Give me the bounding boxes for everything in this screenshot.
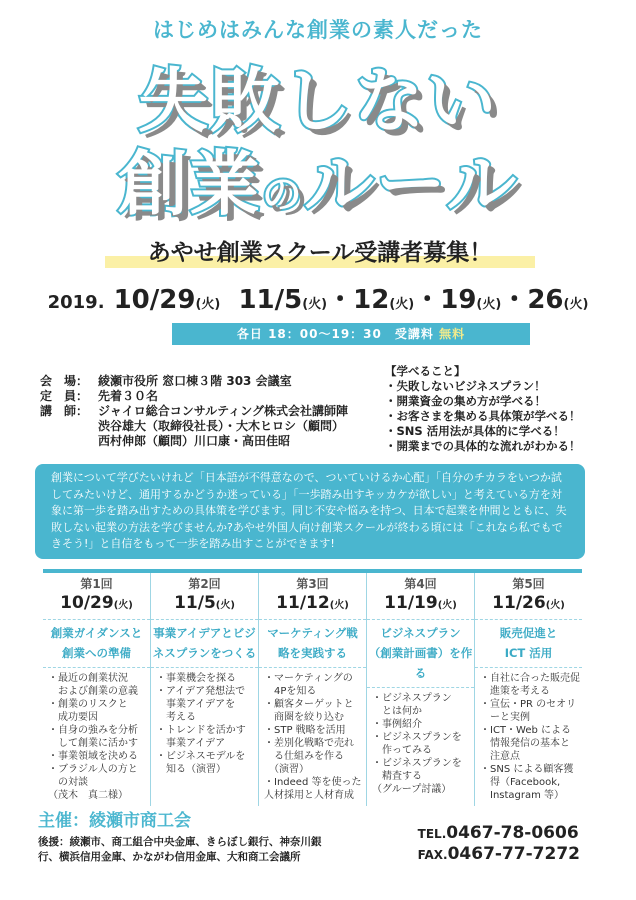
tel — [418, 823, 580, 844]
session-column — [259, 573, 367, 806]
session-item: ・ビジネスプランを 作ってみる — [372, 731, 462, 756]
date: 19 — [440, 285, 477, 315]
session-item: ・事業機会を探る — [156, 672, 236, 684]
session-number: 第1回 — [80, 576, 113, 591]
tel-label: TEL. — [417, 826, 447, 841]
date: 11/5 — [238, 285, 303, 315]
session-column — [475, 573, 582, 806]
title-line: （創業計画書）を作る — [368, 645, 473, 680]
date: 11/5 — [174, 592, 216, 613]
learning-points — [385, 364, 585, 454]
lecturer: 西村伸郎（顧問）川口康・高田佳昭 — [98, 434, 291, 448]
session-items — [367, 688, 474, 800]
event-info — [35, 364, 375, 454]
session-item: ・マーケティングの 4Pを知る — [264, 672, 353, 697]
weekday: (火) — [437, 599, 457, 611]
date: 11/19 — [384, 592, 438, 613]
lecturer: 渋谷雄大（取締役社長）・大木ヒロシ（顧問） — [98, 419, 345, 433]
learning-item: ・お客さまを集める具体策が学べる！ — [385, 409, 581, 423]
lecturer-label: 講 師： — [40, 404, 89, 418]
session-item: ・宣伝・PR のセオリ ーと実例 — [480, 698, 577, 723]
intro-box: 創業について学びたいけれど「日本語が不得意なので、ついていけるか心配」「自分のチカラをいつか試してみたいけど、通用するかどうか迷っている」「一歩踏み出すキッカケが欲しい」と考えている方を対象に第一歩を踏み出すための具体策を学びます。同じ不安や悩みを持つ、日本で起業を仲間とともに、失敗しない起業の方法を学びませんか?あやせ外国人向け創業スクールが終わる頃には「これなら私でもできそう!」と自信をもって一歩を踏み出すことができます! — [35, 464, 585, 559]
footer-left — [38, 810, 338, 865]
lecturer: ジャイロ総合コンサルティング株式会社講師陣 — [98, 404, 348, 418]
weekday: (火) — [545, 599, 565, 611]
title-line: ICT 活用 — [504, 645, 553, 660]
session-item: ・Indeed 等を使った 人材採用と人材育成 — [264, 776, 362, 801]
session-item: ・最近の創業状況 および創業の意義 — [48, 672, 138, 697]
separator: ・ — [414, 285, 441, 315]
weekday: (火) — [215, 599, 235, 611]
session-items — [259, 668, 366, 806]
weekday: (火) — [563, 297, 589, 312]
separator: ・ — [501, 285, 528, 315]
session-column — [367, 573, 475, 806]
date: 12 — [353, 285, 390, 315]
title-line: 販売促進と — [499, 625, 558, 640]
title-word: ルール — [303, 143, 519, 225]
session-item: ・事例紹介 — [372, 718, 422, 730]
session-title — [475, 620, 582, 668]
lower-content — [35, 364, 585, 865]
session-item: ・顧客ターゲットと 商圏を絞り込む — [264, 698, 354, 723]
title-line: 略を実践する — [278, 645, 347, 660]
session-item: ・ビジネスプラン とは何か — [372, 692, 452, 717]
fax-label: FAX. — [417, 847, 448, 862]
session-column — [151, 573, 259, 806]
session-items — [43, 668, 150, 806]
subtitle: はじめはみんな創業の素人だった — [153, 18, 483, 42]
session-date — [259, 592, 366, 620]
date: 10/29 — [113, 285, 196, 315]
session-item: ・事業領域を決める — [48, 750, 138, 762]
session-item: ・アイデア発想法で 事業アイデアを 考える — [156, 685, 246, 723]
weekday: (火) — [195, 297, 221, 312]
session-date — [151, 592, 258, 620]
date: 26 — [527, 285, 564, 315]
session-item: ・自身の強みを分析 して創業に活かす — [48, 724, 138, 749]
venue-label: 会 場： — [40, 374, 89, 388]
session-item: ・SNS による顧客獲 得（Facebook, Instagram 等） — [480, 763, 574, 801]
fax — [418, 844, 580, 865]
title-line: 創業ガイダンスと — [50, 625, 143, 640]
learning-item: ・失敗しないビジネスプラン！ — [385, 379, 546, 393]
recruit-banner: あやせ創業スクール受講者募集！ — [105, 238, 535, 268]
tel-number: 0467-78-0606 — [446, 822, 579, 843]
learning-item: ・SNS 活用法が具体的に学べる！ — [385, 424, 565, 438]
info-row — [35, 364, 585, 454]
session-number: 第4回 — [404, 576, 437, 591]
fee-free: 無料 — [439, 327, 466, 341]
title-line: 事業アイデアとビジ — [153, 625, 256, 640]
separator: ・ — [327, 285, 354, 315]
fax-number: 0467-77-7272 — [447, 843, 580, 864]
session-title — [151, 620, 258, 668]
session-item: ・STP 戦略を活用 — [264, 724, 346, 736]
venue: 綾瀬市役所 窓口棟３階 303 会議室 — [98, 374, 292, 388]
learning-item: ・開業までの具体的な流れがわかる！ — [385, 439, 581, 453]
schedule-dates — [0, 283, 636, 322]
weekday: (火) — [113, 599, 133, 611]
date: 11/26 — [492, 592, 546, 613]
time-text: 各日 18：00〜19：30 受講料 — [236, 327, 434, 341]
main-title-line2 — [0, 145, 636, 223]
session-date — [43, 592, 150, 620]
session-item: ・ICT・Web による 情報発信の基本と 注意点 — [480, 724, 572, 762]
session-item: ・差別化戦略で売れ る仕組みを作る （演習） — [264, 737, 354, 775]
session-item: ・ビジネスモデルを 知る（演習） — [156, 750, 246, 775]
session-number: 第2回 — [188, 576, 221, 591]
title-word: 創業 — [117, 143, 262, 225]
session-title — [367, 620, 474, 688]
session-number: 第3回 — [296, 576, 329, 591]
weekday: (火) — [329, 599, 349, 611]
session-number: 第5回 — [512, 576, 545, 591]
supporters: 後援：綾瀬市、商工組合中央金庫、きらぼし銀行、神奈川銀行、横浜信用金庫、かながわ信用金庫、大和商工会議所 — [38, 835, 322, 863]
contact — [418, 823, 580, 865]
session-column — [43, 573, 151, 806]
date: 10/29 — [60, 592, 114, 613]
title-line: ビジネスプラン — [380, 625, 461, 640]
session-title — [43, 620, 150, 668]
session-item: ・自社に合った販売促 進策を考える — [480, 672, 580, 697]
capacity: 先着３０名 — [98, 389, 159, 403]
session-item: ・ビジネスプランを 精査する （グループ討議） — [372, 757, 462, 795]
session-items — [151, 668, 258, 780]
time-fee-bar — [172, 323, 530, 345]
title-line: ネスプランをつくる — [152, 645, 257, 660]
weekday: (火) — [476, 297, 502, 312]
session-item: ・トレンドを活かす 事業アイデア — [156, 724, 246, 749]
weekday: (火) — [302, 297, 328, 312]
capacity-label: 定 員： — [40, 389, 89, 403]
organizer: 主催：綾瀬市商工会 — [38, 810, 191, 831]
session-date — [475, 592, 582, 620]
footer — [35, 810, 585, 865]
year: 2019. — [47, 292, 105, 313]
session-table — [43, 569, 582, 806]
main-title-line1: 失敗しない — [138, 60, 498, 142]
session-date — [367, 592, 474, 620]
session-items — [475, 668, 582, 806]
date: 11/12 — [276, 592, 330, 613]
learning-item: ・開業資金の集め方が学べる！ — [385, 394, 546, 408]
learning-heading: 【学べること】 — [385, 364, 466, 378]
title-line: マーケティング戦 — [267, 625, 358, 640]
session-item: ・創業のリスクと 成功要因 — [48, 698, 128, 723]
title-particle: の — [261, 172, 304, 218]
session-item: ・ブラジル人の方と の対談 （茂木 真二様） — [48, 763, 138, 801]
title-line: 創業への準備 — [62, 645, 131, 660]
weekday: (火) — [389, 297, 415, 312]
session-title — [259, 620, 366, 668]
